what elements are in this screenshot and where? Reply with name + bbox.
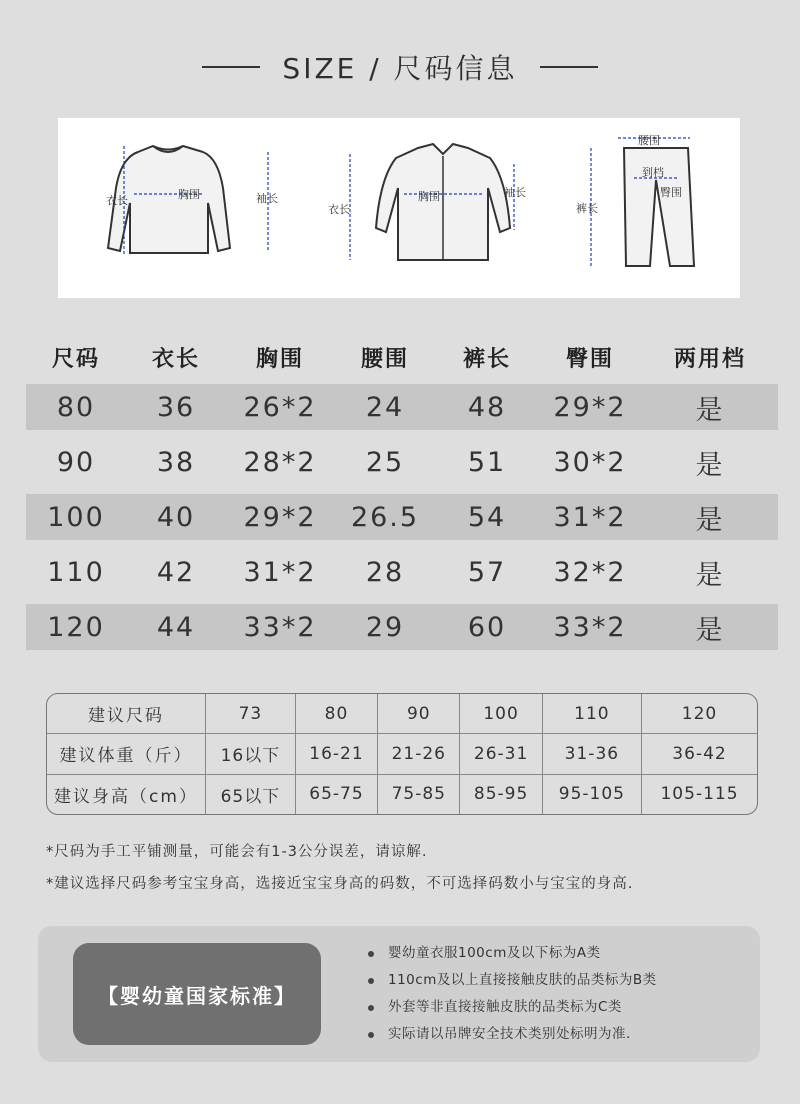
table-cell: 120 [642,694,758,734]
table-cell: 16-21 [295,734,377,774]
table-cell: 48 [467,391,507,423]
header-cell: 两用档 [673,346,746,372]
table-cell: 90 [56,446,96,478]
table-row [47,694,757,734]
pants-icon [576,134,694,268]
table-cell: 29 [365,611,405,643]
table-cell: 110 [542,694,641,734]
table-row [26,604,778,650]
table-cell: 90 [378,694,460,734]
table-cell: 65以下 [206,774,296,814]
table-cell: 25 [365,446,405,478]
jacket-length-label: 衣长 [328,203,350,216]
bullet-icon [368,1032,374,1038]
measurement-illustration [58,118,740,298]
bullet-icon [368,951,374,957]
table-cell: 是 [695,559,725,591]
sweater-icon [106,146,278,256]
table-cell: 33*2 [243,611,317,643]
table-cell: 42 [156,556,196,588]
note-text: *建议选择尺码参考宝宝身高，选接近宝宝身高的码数，不可选择码数小与宝宝的身高. [46,876,634,892]
bullet-icon [368,978,374,984]
table-cell: 51 [467,446,507,478]
table-cell: 44 [156,611,196,643]
table-cell: 100 [47,501,105,533]
table-cell: 73 [206,694,296,734]
table-row [47,774,757,814]
table-cell: 26.5 [350,501,420,533]
size-table [26,330,778,659]
table-cell: 36-42 [642,734,758,774]
size-table-header [26,330,778,384]
table-cell: 110 [47,556,105,588]
row-label: 建议尺码 [47,694,206,734]
list-item [368,994,657,1021]
table-cell: 60 [467,611,507,643]
row-label: 建议体重（斤） [47,734,206,774]
measurement-diagram [58,118,740,298]
pants-crotch-label: 到档 [642,166,664,179]
header-right-rule [540,66,598,68]
table-cell: 是 [695,614,725,646]
table-cell: 36 [156,391,196,423]
table-cell: 38 [156,446,196,478]
sweater-sleeve-label: 袖长 [256,192,278,205]
page-title: SIZE / 尺码信息 [282,52,518,85]
table-cell: 31*2 [553,501,627,533]
list-item-text: 110cm及以上直接接触皮肤的品类标为B类 [388,972,657,988]
header-cell: 臀围 [565,346,614,372]
table-cell: 40 [156,501,196,533]
table-cell: 32*2 [553,556,627,588]
table-cell: 120 [47,611,105,643]
table-row [26,549,778,595]
table-cell: 26-31 [460,734,542,774]
table-cell: 85-95 [460,774,542,814]
recommendation-table [46,693,758,815]
header-left-rule [202,66,260,68]
table-cell: 30*2 [553,446,627,478]
standard-list [368,940,657,1048]
header-cell: 腰围 [360,346,409,372]
table-cell: 65-75 [295,774,377,814]
table-cell: 26*2 [243,391,317,423]
table-cell: 80 [56,391,96,423]
table-cell: 54 [467,501,507,533]
header-cell: 尺码 [51,346,100,372]
table-row [26,384,778,430]
row-label: 建议身高（cm） [47,774,206,814]
table-cell: 75-85 [378,774,460,814]
table-cell: 29*2 [553,391,627,423]
list-item-text: 婴幼童衣服100cm及以下标为A类 [388,945,601,961]
table-cell: 是 [695,449,725,481]
table-cell: 80 [295,694,377,734]
note-text: *尺码为手工平铺测量，可能会有1-3公分误差，请谅解. [46,844,428,860]
table-cell: 29*2 [243,501,317,533]
table-cell: 31*2 [243,556,317,588]
header-cell: 胸围 [255,346,304,372]
table-cell: 33*2 [553,611,627,643]
table-cell: 是 [695,394,725,426]
table-cell: 100 [460,694,542,734]
list-item-text: 实际请以吊牌安全技术类别处标明为准. [388,1026,631,1042]
list-item-text: 外套等非直接接触皮肤的品类标为C类 [388,999,622,1015]
table-cell: 57 [467,556,507,588]
table-row [26,439,778,485]
sweater-length-label: 衣长 [106,194,128,207]
page-header [0,44,800,90]
bullet-icon [368,1005,374,1011]
sweater-chest-label: 胸围 [178,188,200,201]
header-cell: 裤长 [462,346,511,372]
notes [46,840,776,904]
pants-hip-label: 臀围 [660,186,682,199]
standard-box [38,926,760,1062]
jacket-icon [328,144,526,260]
table-cell: 21-26 [378,734,460,774]
table-cell: 28*2 [243,446,317,478]
jacket-sleeve-label: 袖长 [504,186,526,199]
pants-waist-label: 腰围 [638,134,660,147]
table-cell: 31-36 [542,734,641,774]
table-cell: 105-115 [660,784,739,805]
list-item [368,940,657,967]
table-row [26,494,778,540]
table-row [47,734,757,774]
list-item [368,967,657,994]
table-cell: 28 [365,556,405,588]
table-cell: 24 [365,391,405,423]
table-cell: 95-105 [542,774,641,814]
table-cell: 是 [695,504,725,536]
table-cell: 16以下 [206,734,296,774]
list-item [368,1021,657,1048]
jacket-chest-label: 胸围 [418,190,440,203]
header-cell: 衣长 [151,346,200,372]
standard-badge: 【婴幼童国家标准】 [73,943,321,1045]
pants-length-label: 裤长 [576,202,598,215]
